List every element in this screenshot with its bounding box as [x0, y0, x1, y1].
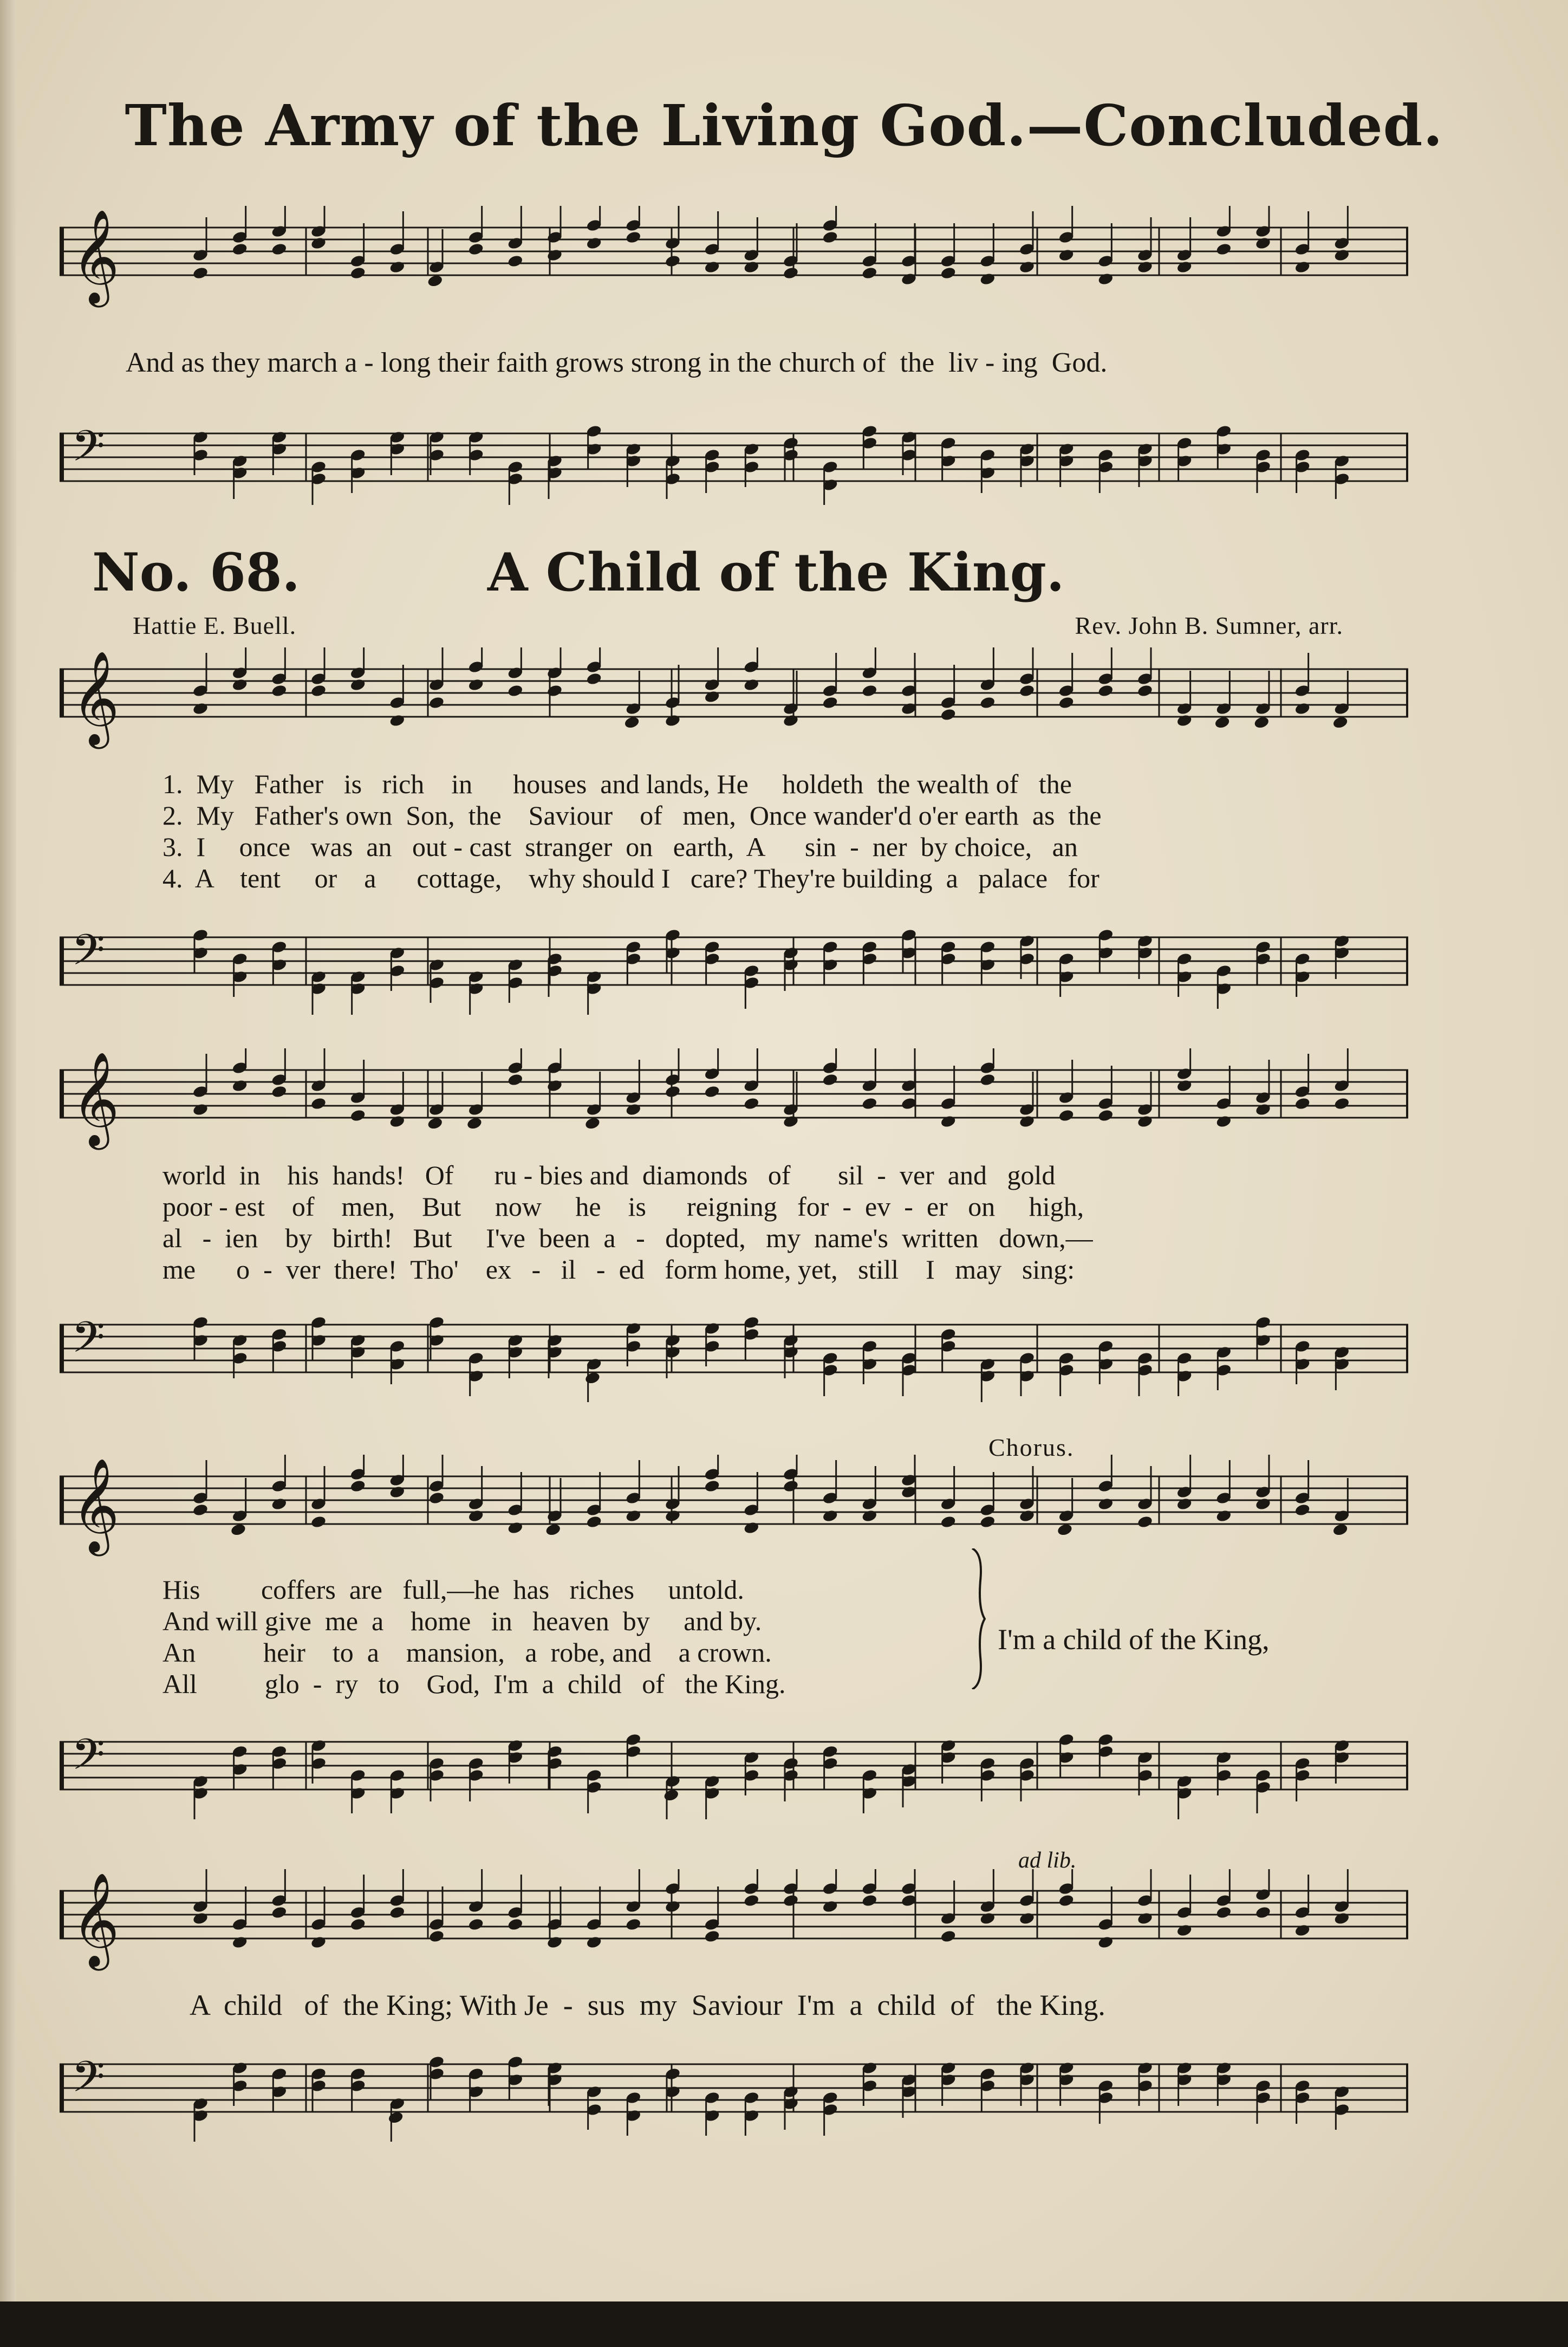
- note-head: [1255, 1497, 1272, 1511]
- note-head: [1097, 1497, 1114, 1511]
- system1-treble-staff: [60, 647, 1414, 756]
- note-head: [467, 1917, 484, 1931]
- note-head: [271, 1905, 288, 1920]
- note-head: [1058, 696, 1075, 710]
- continuation-lyric: And as they march a - long their faith grows strong in the church of the liv - ing God.: [126, 347, 1108, 378]
- note-head: [1137, 1114, 1154, 1129]
- note-head: [783, 714, 799, 728]
- page-binding-edge: [0, 0, 16, 2301]
- note-head: [507, 1917, 524, 1931]
- note-head: [940, 1929, 957, 1943]
- staff-lines: [60, 1455, 1414, 1563]
- note-head: [783, 1114, 799, 1129]
- note-head: [665, 714, 681, 728]
- ad-lib-marking: ad lib.: [1018, 1848, 1077, 1873]
- note-head: [389, 714, 406, 728]
- note-head: [822, 1899, 838, 1914]
- note-head: [743, 1521, 760, 1535]
- scan-bottom-border: [0, 2301, 1568, 2347]
- continuation-title: The Army of the Living God.—Concluded.: [125, 92, 1443, 159]
- note-head: [349, 266, 366, 280]
- note-head: [428, 1491, 445, 1505]
- note-head: [822, 230, 838, 244]
- note-head: [665, 1085, 681, 1099]
- system-barline: [60, 1742, 64, 1790]
- note-head: [192, 266, 209, 280]
- note-head: [822, 1073, 838, 1087]
- note-head: [861, 684, 878, 698]
- bass-clef-icon: 𝄢: [71, 1729, 105, 1790]
- note-head: [1215, 1114, 1232, 1129]
- note-head: [1294, 260, 1311, 274]
- note-head: [1176, 714, 1193, 728]
- note-head: [389, 1485, 406, 1499]
- note-head: [704, 1479, 720, 1493]
- chorus-label: Chorus.: [988, 1434, 1075, 1461]
- note-head: [704, 260, 720, 274]
- note-head: [940, 1515, 957, 1529]
- note-head: [625, 230, 642, 244]
- note-head: [192, 1103, 209, 1117]
- note-head: [389, 1905, 406, 1920]
- note-head: [822, 696, 838, 710]
- system-barline: [60, 937, 64, 985]
- note-head: [625, 1917, 642, 1931]
- note-head: [861, 1509, 878, 1523]
- note-head: [467, 242, 484, 256]
- staff-lines: [60, 206, 1414, 314]
- note-head: [1097, 1935, 1114, 1949]
- note-head: [1255, 1103, 1272, 1117]
- staff-lines: [60, 412, 1414, 520]
- staff-lines: [60, 1303, 1414, 1411]
- note-head: [349, 678, 366, 692]
- note-head: [979, 696, 996, 710]
- hymn-number: No. 68.: [92, 542, 300, 603]
- note-head: [704, 690, 720, 704]
- system4-treble-staff: [60, 1869, 1414, 1978]
- note-head: [743, 678, 760, 692]
- staff-lines: [60, 1048, 1414, 1157]
- note-head: [310, 236, 327, 250]
- note-head: [1097, 272, 1114, 286]
- treble-clef-icon: 𝄞: [71, 1458, 120, 1552]
- note-head: [1097, 684, 1114, 698]
- treble-clef-icon: 𝄞: [71, 1052, 120, 1146]
- note-head: [1058, 1894, 1075, 1908]
- system1-verse-3: 3. I once was an out - cast stranger on earth, A sin - ner by choice, an: [162, 832, 1078, 862]
- note-head: [507, 254, 524, 268]
- system-barline: [60, 1070, 64, 1118]
- verse-brace: [970, 1548, 986, 1689]
- note-head: [192, 702, 209, 716]
- note-head: [1176, 1079, 1193, 1093]
- note-head: [625, 1509, 642, 1523]
- system3-verse-2: And will give me a home in heaven by and by.: [162, 1606, 762, 1636]
- note-head: [1019, 1509, 1036, 1523]
- note-head: [1294, 1923, 1311, 1937]
- note-head: [704, 1929, 720, 1943]
- note-head: [665, 1899, 681, 1914]
- note-head: [231, 1935, 248, 1949]
- note-head: [940, 708, 957, 722]
- note-head: [1294, 702, 1311, 716]
- chorus-text: I'm a child of the King,: [998, 1623, 1270, 1656]
- note-head: [1176, 1497, 1193, 1511]
- note-head: [546, 1935, 563, 1949]
- note-head: [1019, 1114, 1036, 1129]
- note-head: [979, 272, 996, 286]
- note-head: [507, 1073, 524, 1087]
- note-head: [861, 266, 878, 280]
- note-head: [507, 1521, 524, 1535]
- hymn-author: Hattie E. Buell.: [133, 612, 297, 639]
- note-head: [192, 1911, 209, 1925]
- note-head: [1294, 1503, 1311, 1517]
- treble-clef-icon: 𝄞: [71, 209, 120, 303]
- note-head: [1333, 248, 1350, 262]
- staff-lines: [60, 2043, 1414, 2151]
- note-head: [1137, 260, 1154, 274]
- note-head: [231, 678, 248, 692]
- continuation-bass-staff: [60, 412, 1414, 520]
- system-barline: [60, 433, 64, 481]
- system3-verse-3: An heir to a mansion, a robe, and a crown.: [162, 1637, 772, 1668]
- system3-treble-staff: [60, 1455, 1414, 1563]
- note-head: [783, 1894, 799, 1908]
- note-head: [1255, 236, 1272, 250]
- note-head: [1137, 1911, 1154, 1925]
- note-head: [389, 260, 406, 274]
- note-head: [585, 672, 602, 686]
- bass-clef-icon: 𝄢: [71, 421, 105, 482]
- note-head: [310, 1097, 327, 1111]
- system-barline: [60, 669, 64, 717]
- staff-lines: [60, 647, 1414, 756]
- note-head: [428, 696, 445, 710]
- note-head: [310, 684, 327, 698]
- system2-verse-2: poor - est of men, But now he is reigning for - ev - er on high,: [162, 1191, 1084, 1222]
- note-head: [783, 266, 799, 280]
- note-head: [665, 1509, 681, 1523]
- continuation-treble-staff: [60, 206, 1414, 314]
- bass-clef-icon: 𝄢: [71, 1312, 105, 1373]
- staff-lines: [60, 916, 1414, 1024]
- note-head: [1137, 1515, 1154, 1529]
- note-head: [467, 678, 484, 692]
- hymn-title: A Child of the King.: [487, 542, 1065, 603]
- note-head: [783, 1479, 799, 1493]
- hymn-composer: Rev. John B. Sumner, arr.: [1075, 612, 1343, 639]
- note-head: [349, 1479, 366, 1493]
- note-head: [271, 1085, 288, 1099]
- system1-verse-1: 1. My Father is rich in houses and lands, He holdeth the wealth of the: [162, 769, 1072, 799]
- note-head: [349, 1917, 366, 1931]
- note-head: [349, 1108, 366, 1123]
- bass-clef-icon: 𝄢: [71, 925, 105, 986]
- note-head: [743, 260, 760, 274]
- treble-clef-icon: 𝄞: [71, 651, 120, 745]
- system-barline: [60, 228, 64, 275]
- treble-clef-icon: 𝄞: [71, 1872, 120, 1967]
- bass-clef-icon: 𝄢: [71, 2052, 105, 2112]
- system-barline: [60, 1891, 64, 1938]
- note-head: [389, 1114, 406, 1129]
- note-head: [467, 1509, 484, 1523]
- note-head: [1255, 1905, 1272, 1920]
- note-head: [704, 1085, 720, 1099]
- note-head: [310, 1515, 327, 1529]
- note-head: [231, 1079, 248, 1093]
- note-head: [861, 1097, 878, 1111]
- note-head: [271, 684, 288, 698]
- system1-verse-4: 4. A tent or a cottage, why should I care? They're building a palace for: [162, 863, 1099, 893]
- note-head: [1058, 248, 1075, 262]
- note-head: [940, 266, 957, 280]
- system-barline: [60, 2064, 64, 2112]
- note-head: [310, 1935, 327, 1949]
- note-head: [585, 236, 602, 250]
- note-head: [271, 1497, 288, 1511]
- note-head: [861, 1894, 878, 1908]
- note-head: [979, 1073, 996, 1087]
- note-head: [546, 684, 563, 698]
- staff-lines: [60, 1869, 1414, 1978]
- system2-verse-1: world in his hands! Of ru - bies and diamonds of sil - ver and gold: [162, 1160, 1056, 1190]
- system3-verse-1: His coffers are full,—he has riches untold.: [162, 1574, 744, 1605]
- system2-verse-3: al - ien by birth! But I've been a - dopted, my name's written down,—: [162, 1223, 1093, 1253]
- note-head: [979, 1911, 996, 1925]
- note-head: [428, 1929, 445, 1943]
- note-head: [1176, 260, 1193, 274]
- note-head: [231, 242, 248, 256]
- note-head: [546, 1079, 563, 1093]
- system4-bass-staff: [60, 2043, 1414, 2151]
- note-head: [1097, 1108, 1114, 1123]
- note-head: [743, 1894, 760, 1908]
- note-head: [192, 1503, 209, 1517]
- system2-treble-staff: [60, 1048, 1414, 1157]
- system2-verse-4: me o - ver there! Tho' ex - il - ed form home, yet, still I may sing:: [162, 1254, 1075, 1285]
- system1-bass-staff: [60, 916, 1414, 1024]
- system4-lyric: A child of the King; With Je - sus my Saviour I'm a child of the King.: [190, 1989, 1105, 2021]
- note-head: [585, 1935, 602, 1949]
- note-head: [625, 1103, 642, 1117]
- note-head: [507, 684, 524, 698]
- system2-bass-staff: [60, 1303, 1414, 1411]
- note-head: [1019, 684, 1036, 698]
- note-head: [1137, 684, 1154, 698]
- note-head: [1333, 1097, 1350, 1111]
- note-head: [822, 1509, 838, 1523]
- note-head: [940, 1114, 957, 1129]
- note-head: [585, 1515, 602, 1529]
- system3-bass-staff: [60, 1720, 1414, 1829]
- note-head: [1058, 1108, 1075, 1123]
- note-head: [1215, 1905, 1232, 1920]
- staff-lines: [60, 1720, 1414, 1829]
- system1-verse-2: 2. My Father's own Son, the Saviour of men, Once wander'd o'er earth as the: [162, 800, 1102, 831]
- note-head: [1019, 260, 1036, 274]
- system3-verse-4: All glo - ry to God, I'm a child of the King.: [162, 1669, 786, 1699]
- note-head: [665, 254, 681, 268]
- note-head: [1215, 242, 1232, 256]
- note-head: [1176, 1923, 1193, 1937]
- system-barline: [60, 1476, 64, 1524]
- note-head: [979, 1515, 996, 1529]
- note-head: [1294, 1097, 1311, 1111]
- note-head: [743, 1097, 760, 1111]
- note-head: [1215, 1509, 1232, 1523]
- note-head: [546, 248, 563, 262]
- system-barline: [60, 1325, 64, 1372]
- note-head: [1333, 1911, 1350, 1925]
- note-head: [271, 242, 288, 256]
- note-head: [1019, 1911, 1036, 1925]
